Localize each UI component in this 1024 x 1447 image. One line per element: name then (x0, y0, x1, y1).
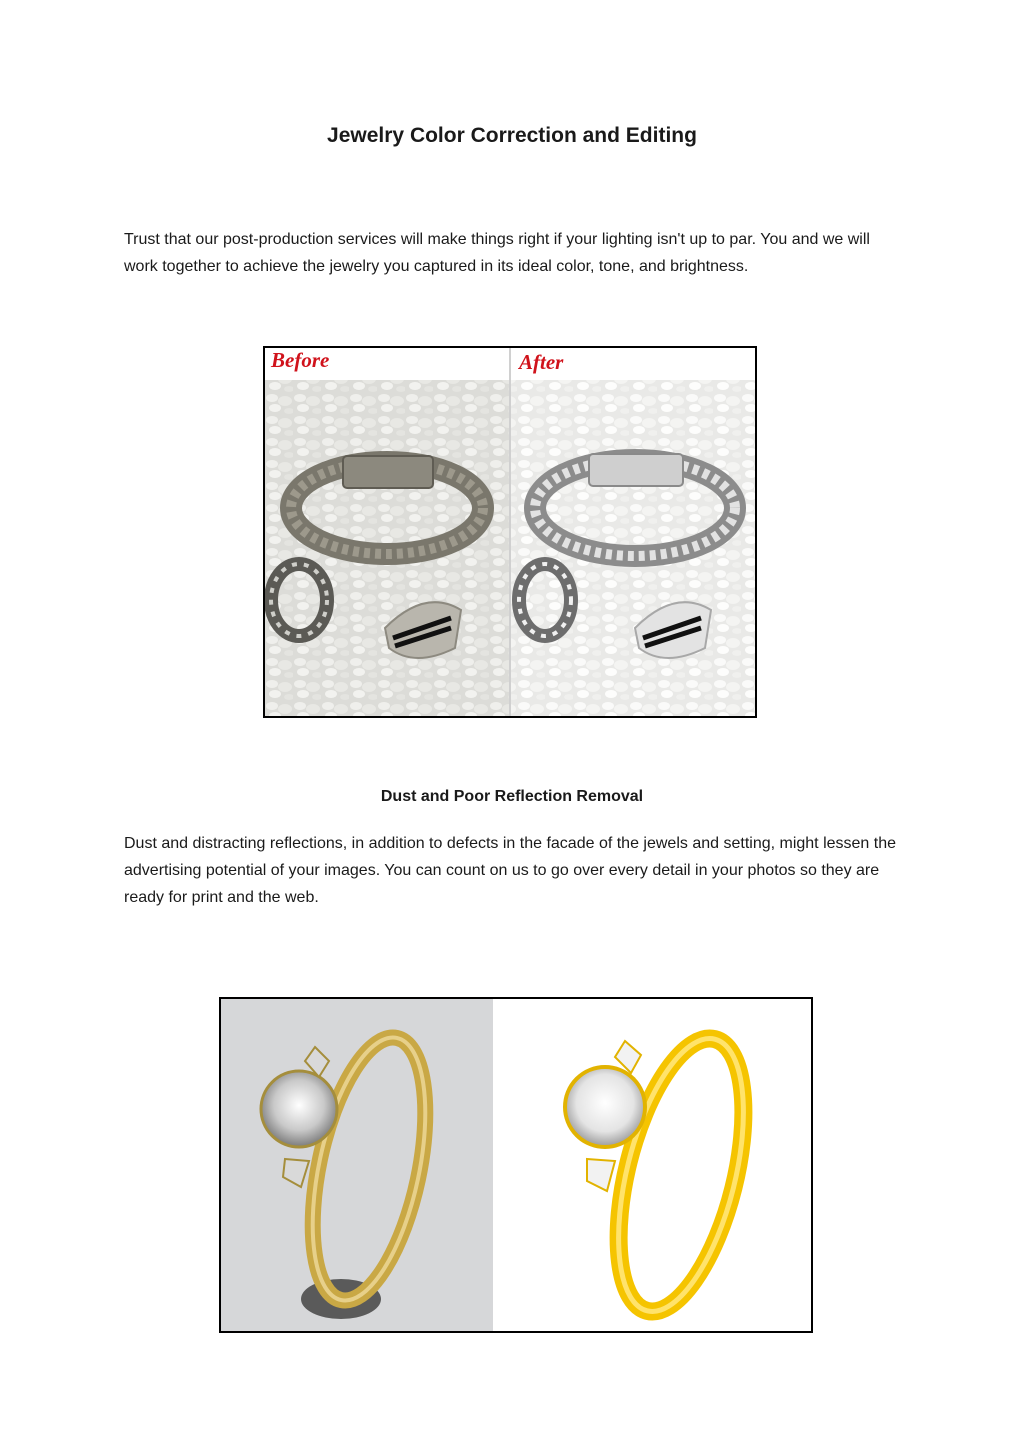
intro-paragraph: Trust that our post-production services will make things right if your lighting isn't up to par. You and we will work together to achieve the jewelry you captured in its ideal color, tone, and brightness. (124, 231, 870, 275)
page-title: Jewelry Color Correction and Editing (327, 124, 697, 147)
before-after-bracelet-image (263, 346, 757, 718)
section-heading: Dust and Poor Reflection Removal (380, 788, 644, 805)
section-paragraph: Dust and distracting reflections, in addition to defects in the facade of the jewels and setting, might lessen the advertising potential of your images. You can count on us to go over every detail in your photos so they are ready for print and the web. (124, 835, 897, 906)
after-label: After (519, 350, 564, 374)
before-label: Before (271, 348, 330, 372)
ring-comparison-image (219, 997, 813, 1333)
